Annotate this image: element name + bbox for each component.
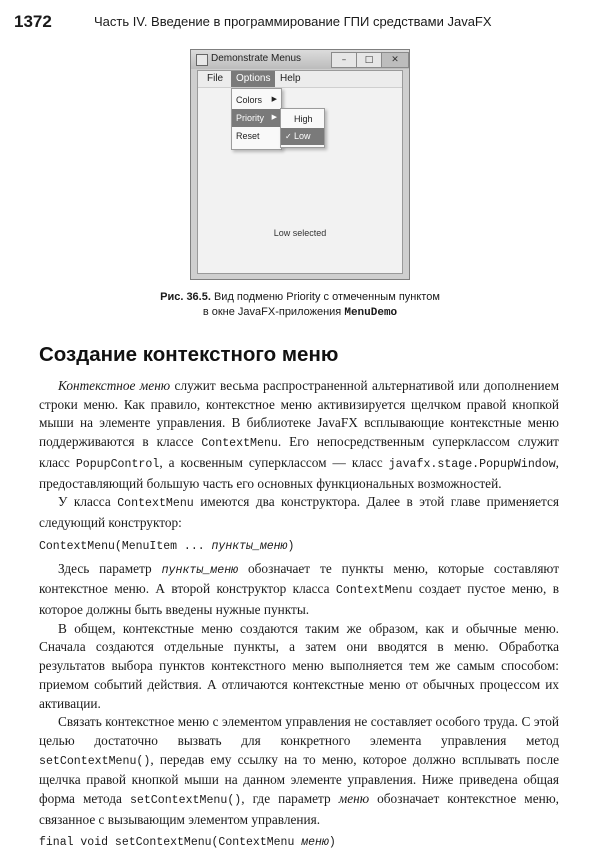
window-titlebar[interactable] xyxy=(191,50,409,69)
checkmark-icon: ✓ xyxy=(285,132,292,141)
text-run: . Его непосредственным суперклассом служит класс xyxy=(39,434,559,470)
text-run: обозначает те пункты меню, которые составляют контекстное меню. А второй конструктор класса xyxy=(39,560,560,597)
code-param: меню xyxy=(301,836,329,850)
caption-line2: в окне JavaFX-приложения xyxy=(202,306,342,318)
inline-param: меню xyxy=(338,791,370,807)
caption-class-name: MenuDemo xyxy=(344,307,398,319)
caption-line1: Вид подменю Priority с отмеченным пунктом xyxy=(213,291,440,303)
close-button[interactable]: ✕ xyxy=(381,52,409,68)
paragraph-5 xyxy=(39,713,559,829)
menu-item-high[interactable]: High xyxy=(294,114,313,124)
code-run: ) xyxy=(287,539,295,553)
submenu-arrow-icon: ▶ xyxy=(271,114,277,121)
text-run: имеются два конструктора. Далее в этой главе применяется следующий конструктор: xyxy=(39,494,559,530)
text-run: Связать контекстное меню с элементом управления не составляет особого труда. С этой целью достаточно вызвать для конкретного элемента управления метод xyxy=(39,714,559,748)
page-number: 1372 xyxy=(14,12,52,31)
code-run: final void setContextMenu(ContextMenu xyxy=(39,836,302,850)
figure-caption xyxy=(100,290,500,321)
priority-submenu xyxy=(280,108,325,148)
inline-code: ContextMenu xyxy=(117,497,194,511)
paragraph-1 xyxy=(39,377,559,493)
text-run: Здесь параметр xyxy=(58,560,162,576)
menu-bar xyxy=(198,71,402,88)
menu-item-low-label: Low xyxy=(294,131,311,141)
menu-item-colors[interactable] xyxy=(232,91,281,109)
menu-item-colors-label: Colors xyxy=(236,95,263,105)
status-label: Low selected xyxy=(273,228,327,238)
minimize-button[interactable]: – xyxy=(331,52,357,68)
text-run: , передав ему ссылку на то меню, которое должно всплывать после щелчка правой кнопкой мыши на данном элементе управления. Ниже приведена общая форма метода xyxy=(39,751,559,807)
menu-item-priority[interactable] xyxy=(232,109,281,127)
caption-label: Рис. 36.5. xyxy=(160,291,211,303)
menu-item-priority-label: Priority xyxy=(236,113,265,123)
inline-param: пункты_меню xyxy=(161,563,239,577)
submenu-arrow-icon: ▶ xyxy=(271,96,277,103)
text-run: , где параметр xyxy=(241,791,339,807)
menu-file[interactable]: File xyxy=(207,73,224,84)
text-run: создает пустое меню, в которое должны быть введены нужные пункты. xyxy=(39,581,559,618)
text-run: , а косвенным суперклассом — класс xyxy=(159,454,389,470)
code-sample-1 xyxy=(39,538,559,555)
body-text xyxy=(39,377,559,856)
window-content xyxy=(197,70,403,274)
app-window xyxy=(190,49,410,280)
maximize-button[interactable]: □ xyxy=(356,52,382,68)
menu-options[interactable]: Options xyxy=(231,71,275,87)
menu-item-reset[interactable] xyxy=(232,127,281,145)
chapter-title: Часть IV. Введение в программирование ГПИ средствами JavaFX xyxy=(94,14,492,29)
text-run: служит весьма распространенной альтернативой или дополнением строки меню. Как правило, контекстное меню активизируется щелчком правой кнопкой мыши на элементе управления. В библиотеке JavaFX всплывающие контекстные меню поддерживаются в классе xyxy=(39,378,559,450)
text-run: , предоставляющий большую часть его основных функциональных возможностей. xyxy=(39,454,559,491)
inline-code: ContextMenu xyxy=(335,584,413,598)
section-heading: Создание контекстного меню xyxy=(39,343,339,366)
menu-item-reset-label: Reset xyxy=(236,131,260,141)
code-sample-2 xyxy=(39,834,559,851)
running-header xyxy=(14,12,586,32)
term-italic: Контекстное меню xyxy=(58,378,171,393)
inline-code: PopupControl xyxy=(75,457,160,471)
app-icon xyxy=(196,54,208,66)
menu-item-low[interactable] xyxy=(281,128,324,145)
inline-code: setContextMenu() xyxy=(129,794,242,808)
code-run: ) xyxy=(328,836,336,850)
code-run: ContextMenu(MenuItem ... xyxy=(39,539,212,553)
window-title: Demonstrate Menus xyxy=(211,53,302,64)
menu-help[interactable]: Help xyxy=(280,73,301,84)
paragraph-2 xyxy=(39,493,559,532)
options-dropdown xyxy=(231,88,282,150)
paragraph-4: В общем, контекстные меню создаются таким же образом, как и обычные меню. Сначала создаются отдельные пункты, а затем они вводятся в меню. Обработка результатов выбора пунктов контекстного меню выполняется тем же самым способом: приемом событий действия. А отличаются контекстные меню от обычных процессом их активации. xyxy=(39,620,559,711)
inline-code: ContextMenu xyxy=(201,437,278,451)
paragraph-3 xyxy=(39,560,559,620)
figure-screenshot xyxy=(190,49,410,280)
inline-code: javafx.stage.PopupWindow xyxy=(388,457,556,471)
inline-code: setContextMenu() xyxy=(39,754,151,768)
text-run: У класса xyxy=(58,494,118,510)
code-param: пункты_меню xyxy=(211,539,288,553)
text-run: обозначает контекстное меню, связанное с вызывающим элементом управления. xyxy=(39,791,559,827)
